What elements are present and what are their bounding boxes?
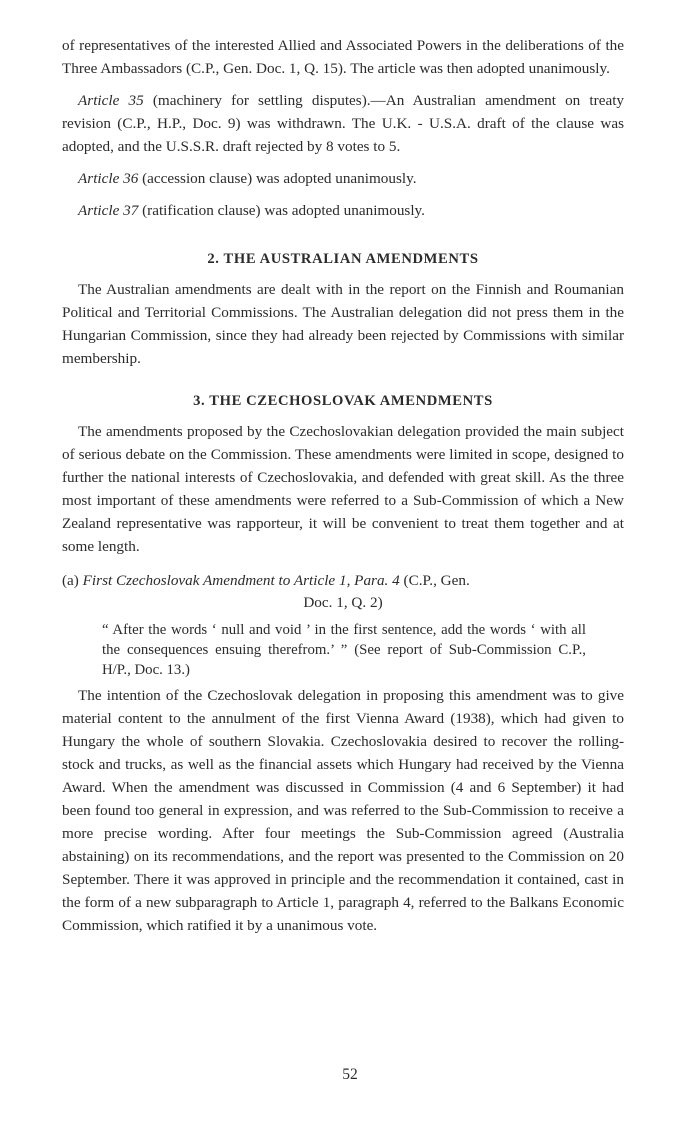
amendment-quote: “ After the words ‘ null and void ’ in the first sentence, add the words ‘ with all the consequences ensuing therefrom.’ ” (See report of Sub-Commission C.P., H/P., Doc. 13.) [102,622,586,678]
section-heading-australian: 2. THE AUSTRALIAN AMENDMENTS [207,251,479,267]
article-36-label: Article 36 [78,170,139,187]
page-number: 52 [342,1066,358,1083]
article-37-text: (ratification clause) was adopted unanimously. [138,202,425,219]
paragraph-article-37 [62,199,624,222]
subheading-line-1 [62,570,624,592]
subheading-first-amendment [62,570,624,614]
paragraph-article-36 [62,167,624,190]
subheading-title: First Czechoslovak Amendment to Article 1, Para. 4 [82,572,400,589]
paragraph-australian-amendments: The Australian amendments are dealt with in the report on the Finnish and Roumanian Political and Territorial Commissions. The Australian delegation did not press them in the Hungarian Commission, since they had already been rejected by Commissions with similar membership. [62,281,624,367]
article-35-label: Article 35 [78,92,144,109]
subheading-prefix: (a) [62,572,83,589]
subheading-ref-cont: Doc. 1, Q. 2) [303,594,383,611]
article-37-label: Article 37 [78,202,139,219]
document-page [62,34,624,937]
paragraph-article-35 [62,89,624,158]
article-35-text: (machinery for settling disputes).—An Australian amendment on treaty revision (C.P., H.P., Doc. 9) was withdrawn. The U.K. - U.S.A. draft of the clause was adopted, and the U.S.S.R. draft rejected by 8 votes to 5. [62,92,625,155]
section-heading-czechoslovak: 3. THE CZECHOSLOVAK AMENDMENTS [193,393,493,409]
article-36-text: (accession clause) was adopted unanimously. [138,170,417,187]
paragraph-intention: The intention of the Czechoslovak delegation in proposing this amendment was to give material content to the annulment of the first Vienna Award (1938), which had given to Hungary the whole of southern Slovakia. Czechoslovakia desired to recover the rolling-stock and trucks, as well as the financial assets which Hungary had received by the Vienna Award. When the amendment was discussed in Commission (4 and 6 September) it had been found too general in expression, and was referred to the Sub-Commission to receive a more precise wording. After four meetings the Sub-Commission agreed (Australia abstaining) on its recommendations, and the report was presented to the Commission on 20 September. There it was approved in principle and the recommendation it contained, cast in the form of a new subparagraph to Article 1, paragraph 4, referred to the Balkans Economic Commission, which ratified it by a unanimous vote. [62,687,624,934]
paragraph-continuation: of representatives of the interested Allied and Associated Powers in the deliberations of the Three Ambassadors (C.P., Gen. Doc. 1, Q. 15). The article was then adopted unanimously. [62,37,624,77]
paragraph-czechoslovak-intro: The amendments proposed by the Czechoslovakian delegation provided the main subject of serious debate on the Commission. These amendments were limited in scope, designed to further the national interests of Czechoslovakia, and defended with great skill. As the three most important of these amendments were referred to a Sub-Commission of which a New Zealand representative was rapporteur, it will be convenient to treat them together and at some length. [62,423,624,555]
subheading-ref: (C.P., Gen. [399,572,470,589]
